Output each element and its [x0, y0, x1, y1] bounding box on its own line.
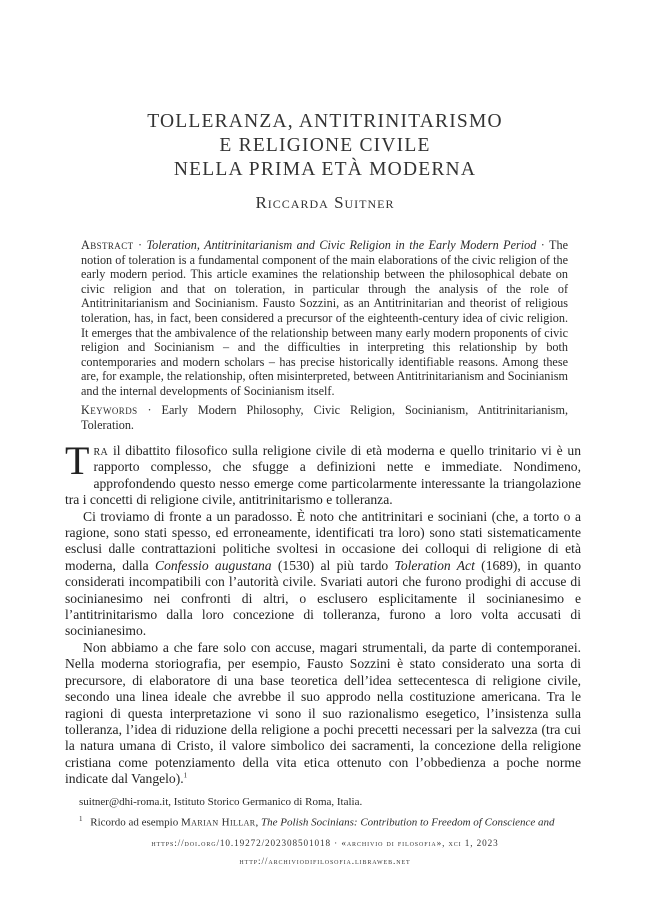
footnotes [65, 795, 581, 833]
paragraph-2-text-c: (1689), in quanto considerati incompatibili con l’autorità civile. Svariati autori che furono prodighi di accuse di socinianesimo nei confronti di altri, o esclusero esplicitamente il socinianesimo e l’antitrinitarismo dalla loro concezione di tolleranza, furono a loro volta accusati di socinianesimo. [65, 557, 582, 639]
footnote-1-text: Ricordo ad esempio [87, 816, 181, 829]
footnote-1-title: The Polish Socinians: Contribution to Freedom of Conscience and [261, 816, 555, 829]
journal-url[interactable]: http://archiviodifilosofia.libraweb.net [239, 856, 411, 866]
paragraph-1-smallcaps: ra [93, 443, 109, 458]
keywords [81, 403, 568, 432]
doi-line[interactable]: https://doi.org/10.19272/202308501018 · «archivio di filosofia», xci 1, 2023 [151, 838, 499, 848]
title-line-3: NELLA PRIMA ETÀ MODERNA [173, 159, 477, 180]
paragraph-1 [65, 438, 581, 509]
abstract [81, 238, 568, 399]
drop-cap: T [65, 438, 90, 483]
keywords-label: Keywords [81, 403, 138, 417]
author-name: Riccarda Suitner [255, 193, 395, 212]
paragraph-2-italic-1: Confessio augustana [155, 557, 272, 573]
paragraph-3 [65, 640, 581, 788]
footnote-1-sep: , [255, 816, 262, 829]
paragraph-2-text-b: (1530) al più tardo [271, 557, 395, 573]
footnote-1-author: Marian Hillar [180, 816, 256, 829]
body-text [65, 438, 582, 788]
abstract-label: Abstract [81, 238, 134, 252]
keywords-text: · Early Modern Philosophy, Civic Religion, Socinianism, Antitrinitarianism, Toleration. [81, 403, 568, 432]
title-line-2: E RELIGIONE CIVILE [219, 135, 431, 156]
footnote-1-number: 1 [79, 815, 83, 823]
paragraph-2 [65, 509, 581, 640]
abstract-separator: · [133, 238, 147, 252]
footnote-ref-1[interactable]: 1 [183, 771, 188, 780]
footnote-1 [79, 812, 581, 830]
affiliation-note: suitner@dhi-roma.it, Istituto Storico Germanico di Roma, Italia. [79, 796, 363, 808]
article-title [0, 110, 650, 182]
paragraph-3-text: Non abbiamo a che fare solo con accuse, magari strumentali, da parte di contemporanei. Nella moderna storiografia, per esempio, Fausto Sozzini è stato considerato una sorta di precursore, di elaboratore di una base teoretica dell’idea settecentesca di religione civile, secondo una linea ideale che avrebbe il suo approdo nella costituzione americana. Tra le ragioni di questa interpretazione vi sono il suo razionalismo esegetico, l’insistenza sulla tolleranza, l’idea di riduzione della religione a pochi precetti necessari per la salvezza (tra cui la natura umana di Cristo, il valore simbolico dei sacramenti, la concezione della religione cristiana come potenziamento della vita etica ottenuto con l’obbedienza a poche norme indicate dal Vangelo). [65, 639, 581, 787]
paragraph-2-text-a: Ci troviamo di fronte a un paradosso. È noto che antitrinitari e sociniani (che, a torto o a ragione, sono stati spesso, ed erroneamente, identificati tra loro) sono stati sistematicamente esclusi dalle contrattazioni politiche svoltesi in occasione dei colloqui di religione di età moderna, dalla [65, 508, 581, 573]
abstract-text: · The notion of toleration is a fundamental component of the main elaborations of the civic religion of the early modern period. This article examines the relationship between the philosophical debate on civic religion and that on toleration, in particular through the analysis of the role of Antitrinitarianism and Socinianism. Fausto Sozzini, as an Antitrinitarian and theorist of religious toleration, has, in fact, been considered a precursor of the eighteenth-century idea of civic religion. It emerges that the ambivalence of the relationship between many early modern proponents of civic religion and Socinianism – and the difficulties in interpreting this relationship by both contemporaries and modern scholars – has precise historically identifiable reasons. Among these are, for example, the relationship, often misinterpreted, between Antitrinitarianism and Socinianism and the internal developments of Socinianism itself. [81, 238, 569, 398]
paragraph-1-text: il dibattito filosofico sulla religione civile di età moderna e quello trinitario vi è un rapporto complesso, che sfugge a definizioni nette e immediate. Nondimeno, approfondendo questo nesso emerge come particolarmente interessante la triangolazione tra i concetti di religione civile, antitrinitarismo e tolleranza. [65, 443, 581, 508]
abstract-english-title: Toleration, Antitrinitarianism and Civic Religion in the Early Modern Period [146, 238, 537, 252]
paragraph-2-italic-2: Toleration Act [394, 557, 475, 573]
title-line-1: TOLLERANZA, ANTITRINITARISMO [147, 111, 503, 132]
